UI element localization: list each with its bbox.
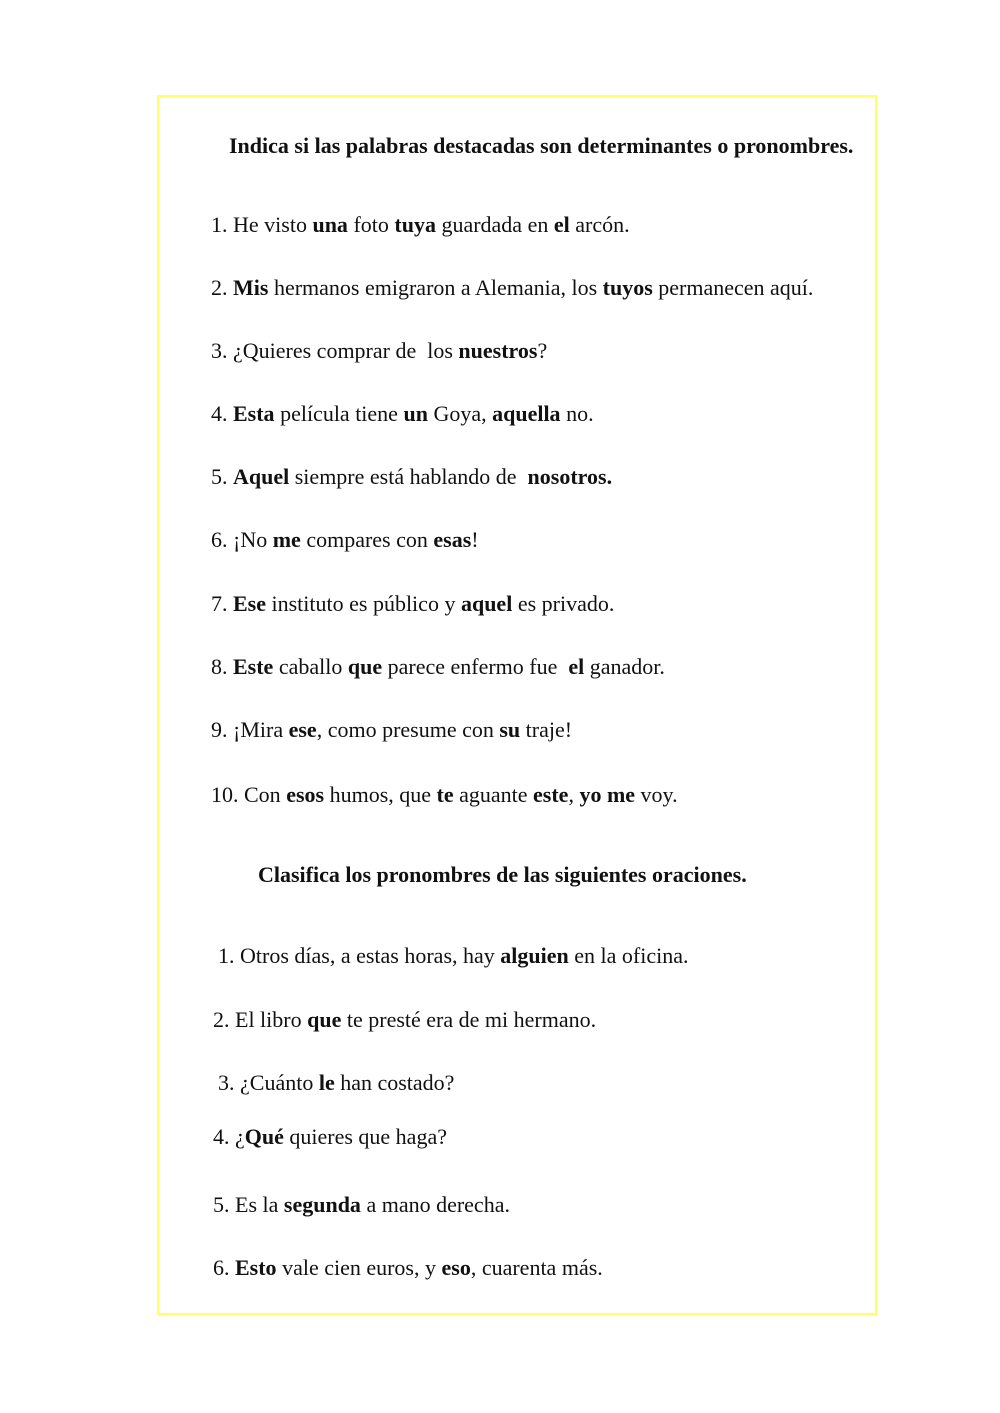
exercise2-item-3 (218, 1068, 454, 1098)
sentence-text: Goya, (427, 401, 493, 426)
sentence-text: humos, que (324, 782, 437, 807)
sentence-text: ganador. (584, 654, 665, 679)
highlighted-word: el (553, 212, 570, 237)
exercise1-item-1 (211, 210, 630, 240)
sentence-text: 3. ¿Quieres comprar de los (211, 338, 459, 363)
sentence-text: arcón. (569, 212, 630, 237)
highlighted-word: que (307, 1007, 342, 1032)
exercise1-item-2 (211, 273, 813, 303)
exercise1-item-10 (211, 780, 678, 810)
sentence-text: 7. (211, 591, 233, 616)
exercise2-item-4 (213, 1122, 447, 1152)
sentence-text: permanecen aquí. (652, 275, 814, 300)
highlighted-word: aquel (460, 591, 513, 616)
highlighted-word: nosotros. (527, 464, 613, 489)
sentence-text: no. (560, 401, 594, 426)
exercise2-instruction: Clasifica los pronombres de las siguientes oraciones. (258, 862, 747, 887)
exercise2-item-5 (213, 1190, 510, 1220)
sentence-text: , cuarenta más. (470, 1255, 603, 1280)
exercise1-item-7 (211, 589, 614, 619)
sentence-text: caballo (273, 654, 348, 679)
exercise2-item-2 (213, 1005, 596, 1035)
exercise1-item-9 (211, 715, 572, 745)
sentence-text: 4. (211, 401, 233, 426)
sentence-text: 6. (213, 1255, 235, 1280)
sentence-text: 1. He visto (211, 212, 313, 237)
highlighted-word: nuestros (458, 338, 538, 363)
highlighted-word: me (272, 527, 301, 552)
sentence-text: 2. (211, 275, 233, 300)
exercise2-item-6 (213, 1253, 603, 1283)
highlighted-word: Esta (233, 401, 275, 426)
sentence-text: 2. El libro (213, 1007, 308, 1032)
highlighted-word: aquella (492, 401, 561, 426)
sentence-text: 10. Con (211, 782, 287, 807)
highlighted-word: tuyos (602, 275, 653, 300)
highlighted-word: Aquel (233, 464, 290, 489)
sentence-text: instituto es público y (266, 591, 461, 616)
highlighted-word: Este (233, 654, 274, 679)
sentence-text: hermanos emigraron a Alemania, los (268, 275, 603, 300)
sentence-text: 1. Otros días, a estas horas, hay (218, 943, 501, 968)
sentence-text: 8. (211, 654, 233, 679)
highlighted-word: su (499, 717, 521, 742)
sentence-text: aguante (453, 782, 534, 807)
sentence-text: vale cien euros, y (276, 1255, 442, 1280)
highlighted-word: ese (288, 717, 317, 742)
sentence-text: ? (537, 338, 548, 363)
highlighted-word: te (436, 782, 454, 807)
sentence-text: compares con (300, 527, 434, 552)
exercise1-item-4 (211, 399, 594, 429)
highlighted-word: este (533, 782, 569, 807)
exercise1-item-3 (211, 336, 547, 366)
highlighted-word: le (318, 1070, 335, 1095)
highlighted-word: esos (286, 782, 325, 807)
highlighted-word: Qué (244, 1124, 284, 1149)
sentence-text: es privado. (512, 591, 615, 616)
exercise2-item-1 (218, 941, 688, 971)
highlighted-word: tuya (394, 212, 436, 237)
highlighted-word: segunda (283, 1192, 361, 1217)
sentence-text: guardada en (435, 212, 554, 237)
sentence-text: te presté era de mi hermano. (341, 1007, 597, 1032)
sentence-text: han costado? (334, 1070, 455, 1095)
sentence-text: , como presume con (316, 717, 500, 742)
highlighted-word: alguien (500, 943, 569, 968)
sentence-text: voy. (635, 782, 678, 807)
sentence-text: ! (471, 527, 479, 552)
highlighted-word: un (403, 401, 428, 426)
highlighted-word: esas (433, 527, 472, 552)
sentence-text: siempre está hablando de (289, 464, 528, 489)
sentence-text: a mano derecha. (360, 1192, 510, 1217)
highlighted-word: el (568, 654, 585, 679)
sentence-text: película tiene (274, 401, 404, 426)
exercise1-instruction: Indica si las palabras destacadas son determinantes o pronombres. (229, 133, 854, 158)
sentence-text: 6. ¡No (211, 527, 273, 552)
sentence-text: 9. ¡Mira (211, 717, 289, 742)
sentence-text: parece enfermo fue (382, 654, 569, 679)
highlighted-word: Esto (235, 1255, 277, 1280)
sentence-text: foto (347, 212, 395, 237)
highlighted-word: que (347, 654, 383, 679)
exercise1-item-6 (211, 525, 479, 555)
sentence-text: , (568, 782, 580, 807)
highlighted-word: eso (441, 1255, 471, 1280)
sentence-text: 5. Es la (213, 1192, 284, 1217)
sentence-text: 5. (211, 464, 233, 489)
exercise1-item-5 (211, 462, 612, 492)
sentence-text: 3. ¿Cuánto (218, 1070, 319, 1095)
sentence-text: traje! (520, 717, 573, 742)
exercise1-item-8 (211, 652, 665, 682)
sentence-text: en la oficina. (568, 943, 689, 968)
sentence-text: 4. ¿ (213, 1124, 245, 1149)
sentence-text: quieres que haga? (283, 1124, 447, 1149)
highlighted-word: Ese (233, 591, 266, 616)
highlighted-word: una (312, 212, 348, 237)
highlighted-word: Mis (233, 275, 269, 300)
highlighted-word: yo me (579, 782, 636, 807)
